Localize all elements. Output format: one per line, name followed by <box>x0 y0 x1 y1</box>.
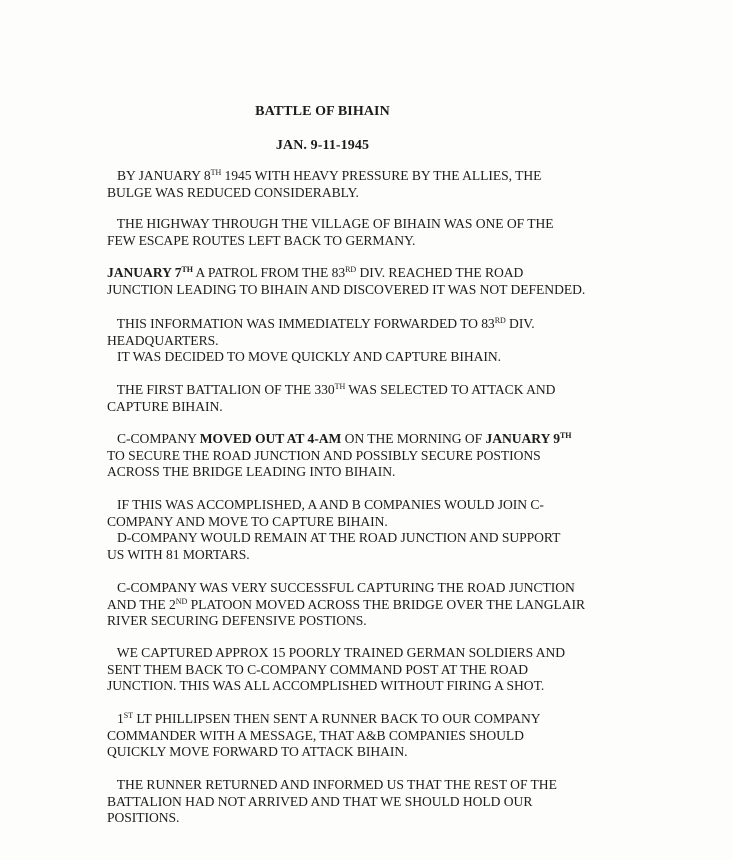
document-date: JAN. 9-11-1945 <box>275 138 370 153</box>
paragraph <box>107 216 627 249</box>
text-run: BY JANUARY 8 <box>107 168 211 183</box>
paragraph-line <box>107 777 627 794</box>
paragraph <box>107 777 627 827</box>
paragraph-line <box>107 333 627 350</box>
paragraph-line <box>107 265 627 282</box>
text-run: IF THIS WAS ACCOMPLISHED, A AND B COMPANIES WOULD JOIN C- <box>107 497 544 512</box>
superscript-text: TH <box>210 168 222 177</box>
text-run: COMMANDER WITH A MESSAGE, THAT A&B COMPANIES SHOULD <box>107 727 524 743</box>
text-run: LT PHILLIPSEN THEN SENT A RUNNER BACK TO OUR COMPANY <box>133 711 541 726</box>
text-run: PLATOON MOVED ACROSS THE BRIDGE OVER THE LANGLAIR <box>187 596 586 612</box>
paragraph-line <box>107 810 627 827</box>
text-run: JANUARY 9 <box>485 431 560 446</box>
paragraph-line <box>107 282 627 299</box>
paragraph-line <box>107 316 627 333</box>
text-run: AND THE 2 <box>107 596 176 612</box>
text-run: BATTALION HAD NOT ARRIVED AND THAT WE SHOULD HOLD OUR <box>107 793 533 809</box>
text-run: HEADQUARTERS. <box>107 332 219 348</box>
text-run: TO SECURE THE ROAD JUNCTION AND POSSIBLY SECURE POSTIONS <box>107 447 541 463</box>
text-run: RIVER SECURING DEFENSIVE POSTIONS. <box>107 613 367 628</box>
superscript-text: RD <box>345 265 357 274</box>
paragraph-line <box>107 514 627 531</box>
text-run: THE RUNNER RETURNED AND INFORMED US THAT THE REST OF THE <box>107 777 557 792</box>
paragraph-line <box>107 216 627 233</box>
text-run: THE HIGHWAY THROUGH THE VILLAGE OF BIHAIN WAS ONE OF THE <box>107 216 554 231</box>
text-run: A PATROL FROM THE 83 <box>192 265 346 280</box>
paragraph-line <box>107 497 627 514</box>
paragraph-line <box>107 645 627 662</box>
text-run: THE FIRST BATTALION OF THE 330 <box>107 382 335 397</box>
paragraph <box>107 497 627 563</box>
paragraph <box>107 431 627 481</box>
text-run: WE CAPTURED APPROX 15 POORLY TRAINED GERMAN SOLDIERS AND <box>107 645 566 660</box>
paragraph <box>107 265 627 298</box>
paragraph <box>107 711 627 761</box>
text-run: WAS SELECTED TO ATTACK AND <box>345 382 556 397</box>
paragraph-line <box>107 185 627 202</box>
paragraph-line <box>107 547 627 564</box>
text-run: SENT THEM BACK TO C-COMPANY COMMAND POST AT THE ROAD <box>107 661 529 677</box>
text-run: D-COMPANY WOULD REMAIN AT THE ROAD JUNCTION AND SUPPORT <box>107 530 561 545</box>
paragraph-line <box>107 580 627 597</box>
text-run: QUICKLY MOVE FORWARD TO ATTACK BIHAIN. <box>107 744 408 759</box>
superscript-text: ST <box>123 711 134 720</box>
text-run: CAPTURE BIHAIN. <box>107 398 223 414</box>
text-run: THIS INFORMATION WAS IMMEDIATELY FORWARDED TO 83 <box>107 316 495 331</box>
paragraph-line <box>107 349 627 366</box>
paragraph-line <box>107 678 627 695</box>
paragraph-line <box>107 744 627 761</box>
superscript-text: TH <box>334 382 346 391</box>
paragraph-line <box>107 464 627 481</box>
text-run: MOVED OUT AT 4-AM <box>199 431 342 446</box>
superscript-text: TH <box>181 265 193 274</box>
text-run: FEW ESCAPE ROUTES LEFT BACK TO GERMANY. <box>107 232 416 248</box>
text-run: POSITIONS. <box>107 810 180 825</box>
paragraph-line <box>107 431 627 448</box>
text-run: C-COMPANY <box>107 431 200 446</box>
paragraph-line <box>107 597 627 614</box>
text-run: ACROSS THE BRIDGE LEADING INTO BIHAIN. <box>107 464 396 479</box>
superscript-text: TH <box>559 431 572 440</box>
document-title: BATTLE OF BIHAIN <box>255 104 390 119</box>
paragraph <box>107 580 627 630</box>
paragraph-line <box>107 233 627 250</box>
paragraph-line <box>107 613 627 630</box>
superscript-text: ND <box>175 596 188 606</box>
paragraph-line <box>107 168 627 185</box>
text-run: JANUARY 7 <box>107 265 182 280</box>
superscript-text: RD <box>494 316 506 325</box>
text-run: 1 <box>107 711 124 726</box>
text-run: DIV. <box>505 316 535 331</box>
paragraph-line <box>107 530 627 547</box>
paragraph-line <box>107 399 627 416</box>
text-run: US WITH 81 MORTARS. <box>107 546 250 562</box>
text-run: ON THE MORNING OF <box>341 431 486 446</box>
paragraph-line <box>107 662 627 679</box>
text-run: BULGE WAS REDUCED CONSIDERABLY. <box>107 184 359 200</box>
text-run: COMPANY AND MOVE TO CAPTURE BIHAIN. <box>107 513 388 529</box>
paragraph <box>107 168 627 201</box>
paragraph <box>107 645 627 695</box>
paragraph <box>107 316 627 366</box>
paragraph-line <box>107 794 627 811</box>
text-run: JUNCTION. THIS WAS ALL ACCOMPLISHED WITHOUT FIRING A SHOT. <box>107 678 545 693</box>
text-run: C-COMPANY WAS VERY SUCCESSFUL CAPTURING THE ROAD JUNCTION <box>107 580 575 595</box>
paragraph-line <box>107 382 627 399</box>
paragraph-line <box>107 448 627 465</box>
text-run: 1945 WITH HEAVY PRESSURE BY THE ALLIES, THE <box>221 168 542 183</box>
paragraph <box>107 382 627 415</box>
text-run: DIV. REACHED THE ROAD <box>356 265 524 280</box>
text-run: JUNCTION LEADING TO BIHAIN AND DISCOVERED IT WAS NOT DEFENDED. <box>107 281 586 297</box>
paragraph-line <box>107 728 627 745</box>
text-run: IT WAS DECIDED TO MOVE QUICKLY AND CAPTURE BIHAIN. <box>107 349 501 364</box>
paragraph-line <box>107 711 627 728</box>
